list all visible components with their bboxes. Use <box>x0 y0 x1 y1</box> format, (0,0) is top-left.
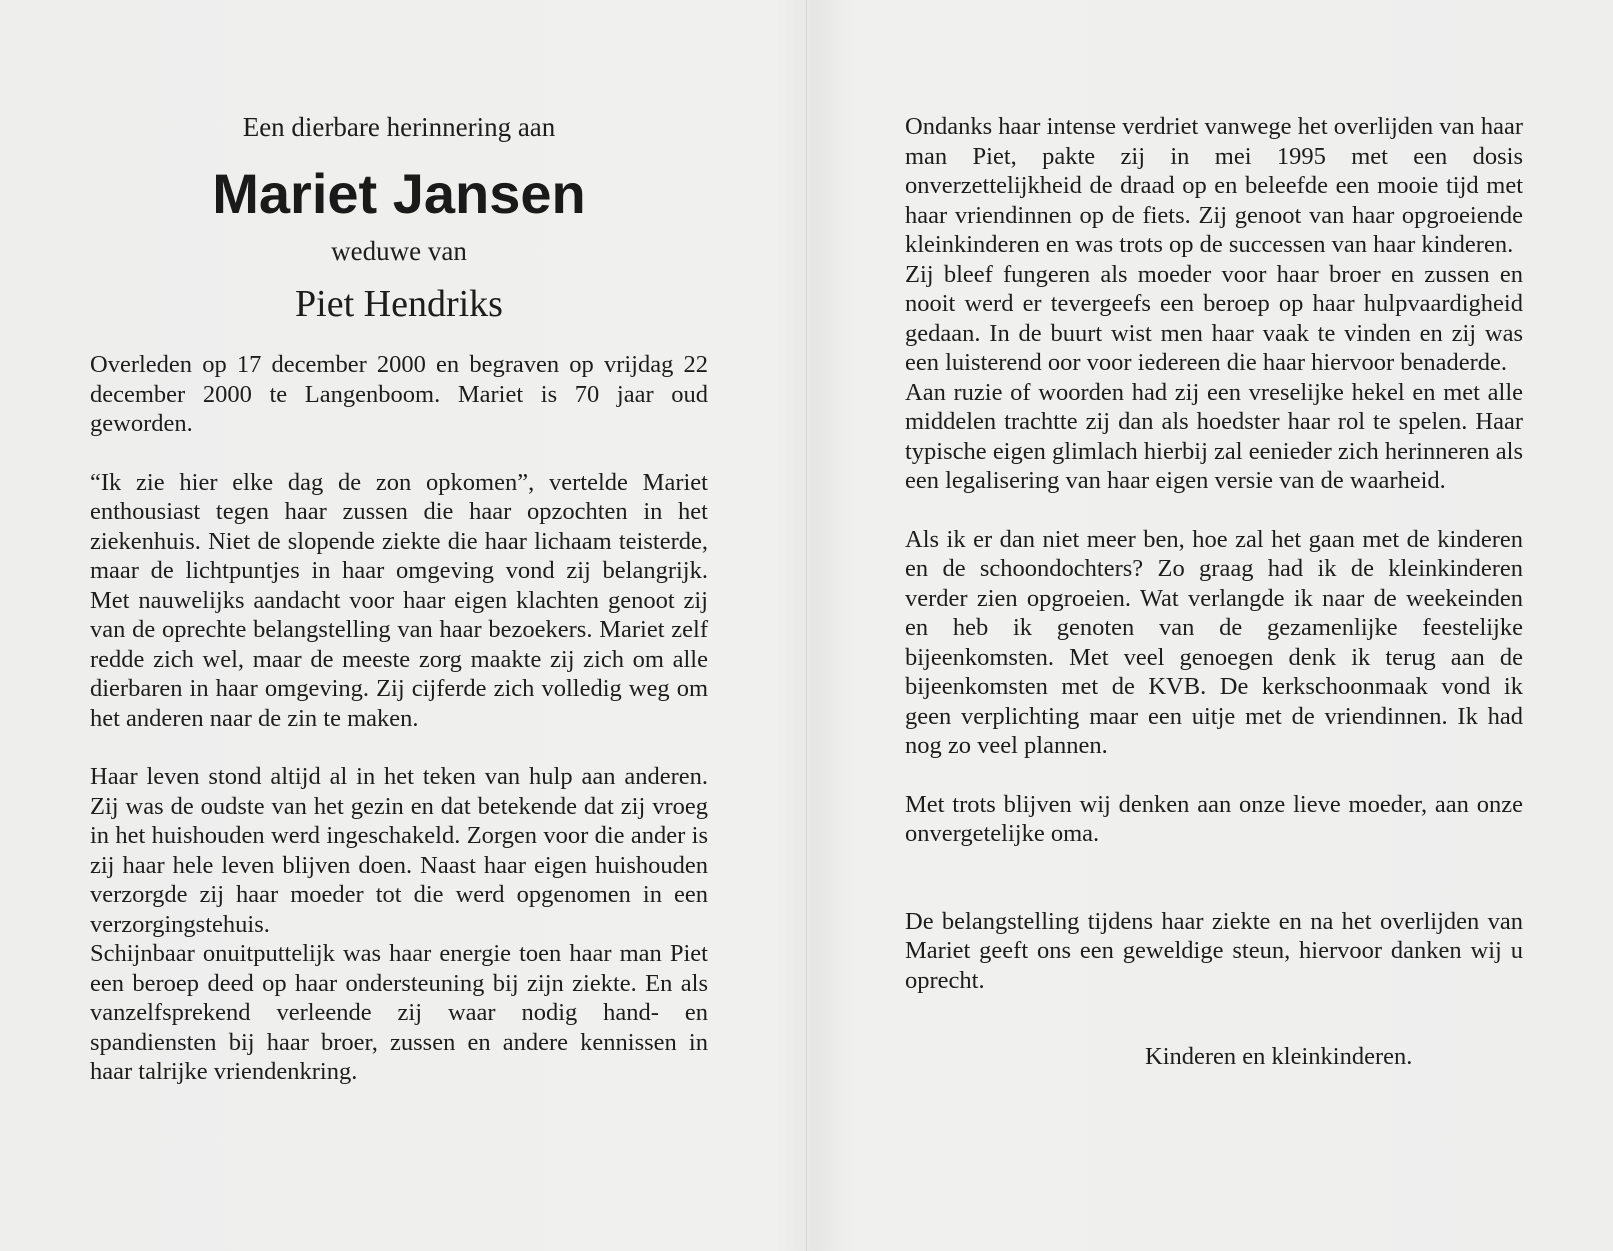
death-notice-paragraph: Overleden op 17 december 2000 en begraven op vrijdag 22 december 2000 te Langenboom. Mariet is 70 jaar oud geworden. <box>90 351 708 437</box>
intro-line: Een dierbare herinnering aan <box>242 112 556 142</box>
remembrance-paragraph: Met trots blijven wij denken aan onze lieve moeder, aan onze onvergetelijke oma. <box>905 790 1523 847</box>
grief-paragraph: Ondanks haar intense verdriet vanwege het overlijden van haar man Piet, pakte zij in mei 1995 met een dosis onverzettelijkheid de draad op en beleefde een mooie tijd met haar vriendinnen op de fiets. Zij genoot van haar opgroeiende kleinkinderen en was trots op de successen van haar kinderen. <box>905 113 1523 258</box>
widow-of-line: weduwe van <box>331 236 467 266</box>
quote-paragraph: “Ik zie hier elke dag de zon opkomen”, vertelde Mariet enthousiast tegen haar zussen die haar opzochten in het ziekenhuis. Niet de slopende ziekte die haar lichaam teisterde, maar de lichtpuntjes in haar omgeving vond zij belangrijk. Met nauwelijks aandacht voor haar eigen klachten genoot zij van de oprechte belangstelling van haar bezoekers. Mariet zelf redde zich wel, maar de meeste zorg maakte zij zich om alle dierbaren in haar omgeving. Zij cijferde zich volledig weg om het anderen naar de zin te maken. <box>90 468 708 732</box>
life-paragraph: Haar leven stond altijd al in het teken van hulp aan anderen. Zij was de oudste van het gezin en dat betekende dat zij vroeg in het huishouden werd ingeschakeld. Zorgen voor die ander is zij haar hele leven blijven doen. Naast haar eigen huishouden verzorgde zij haar moeder tot die werd opgenomen in een verzorgingstehuis. <box>90 763 708 938</box>
mother-role-paragraph: Zij bleef fungeren als moeder voor haar broer en zussen en nooit werd er tevergeefs een beroep op haar hulpvaardigheid gedaan. In de buurt wist men haar vaak te vinden en zij was een luisterend oor voor iedereen die haar hiervoor benaderde. <box>905 260 1523 376</box>
left-column <box>90 112 708 1087</box>
right-column <box>905 112 1523 1096</box>
fold-line <box>806 0 807 1251</box>
deceased-name: Mariet Jansen <box>212 162 586 225</box>
wishes-paragraph: Als ik er dan niet meer ben, hoe zal het gaan met de kinderen en de schoondochters? Zo graag had ik de kleinkinderen verder zien opgroeien. Wat verlangde ik naar de weekeinden en heb ik genoten van de gezamenlijke feestelijke bijeenkomsten. Met veel genoegen denk ik terug aan de bijeenkomsten met de KVB. De kerkschoonmaak vond ik geen verplichting maar een uitje met de vriendinnen. Ik had nog zo veel plannen. <box>905 525 1523 759</box>
energy-paragraph: Schijnbaar onuitputtelijk was haar energie toen haar man Piet een beroep deed op haar ondersteuning bij zijn ziekte. En als vanzelfsprekend verleende zij waar nodig hand- en spandiensten bij haar broer, zussen en andere kennissen in haar talrijke vriendenkring. <box>90 940 708 1085</box>
husband-name: Piet Hendriks <box>295 283 503 325</box>
signature: Kinderen en kleinkinderen. <box>1145 1043 1413 1070</box>
smile-paragraph: Aan ruzie of woorden had zij een vreselijke hekel en met alle middelen trachtte zij dan als hoedster haar rol te spelen. Haar typische eigen glimlach hierbij zal eenieder zich herinneren als een legalisering van haar eigen versie van de waarheid. <box>905 378 1523 494</box>
thanks-paragraph: De belangstelling tijdens haar ziekte en na het overlijden van Mariet geeft ons een geweldige steun, hiervoor danken wij u oprecht. <box>905 907 1523 994</box>
